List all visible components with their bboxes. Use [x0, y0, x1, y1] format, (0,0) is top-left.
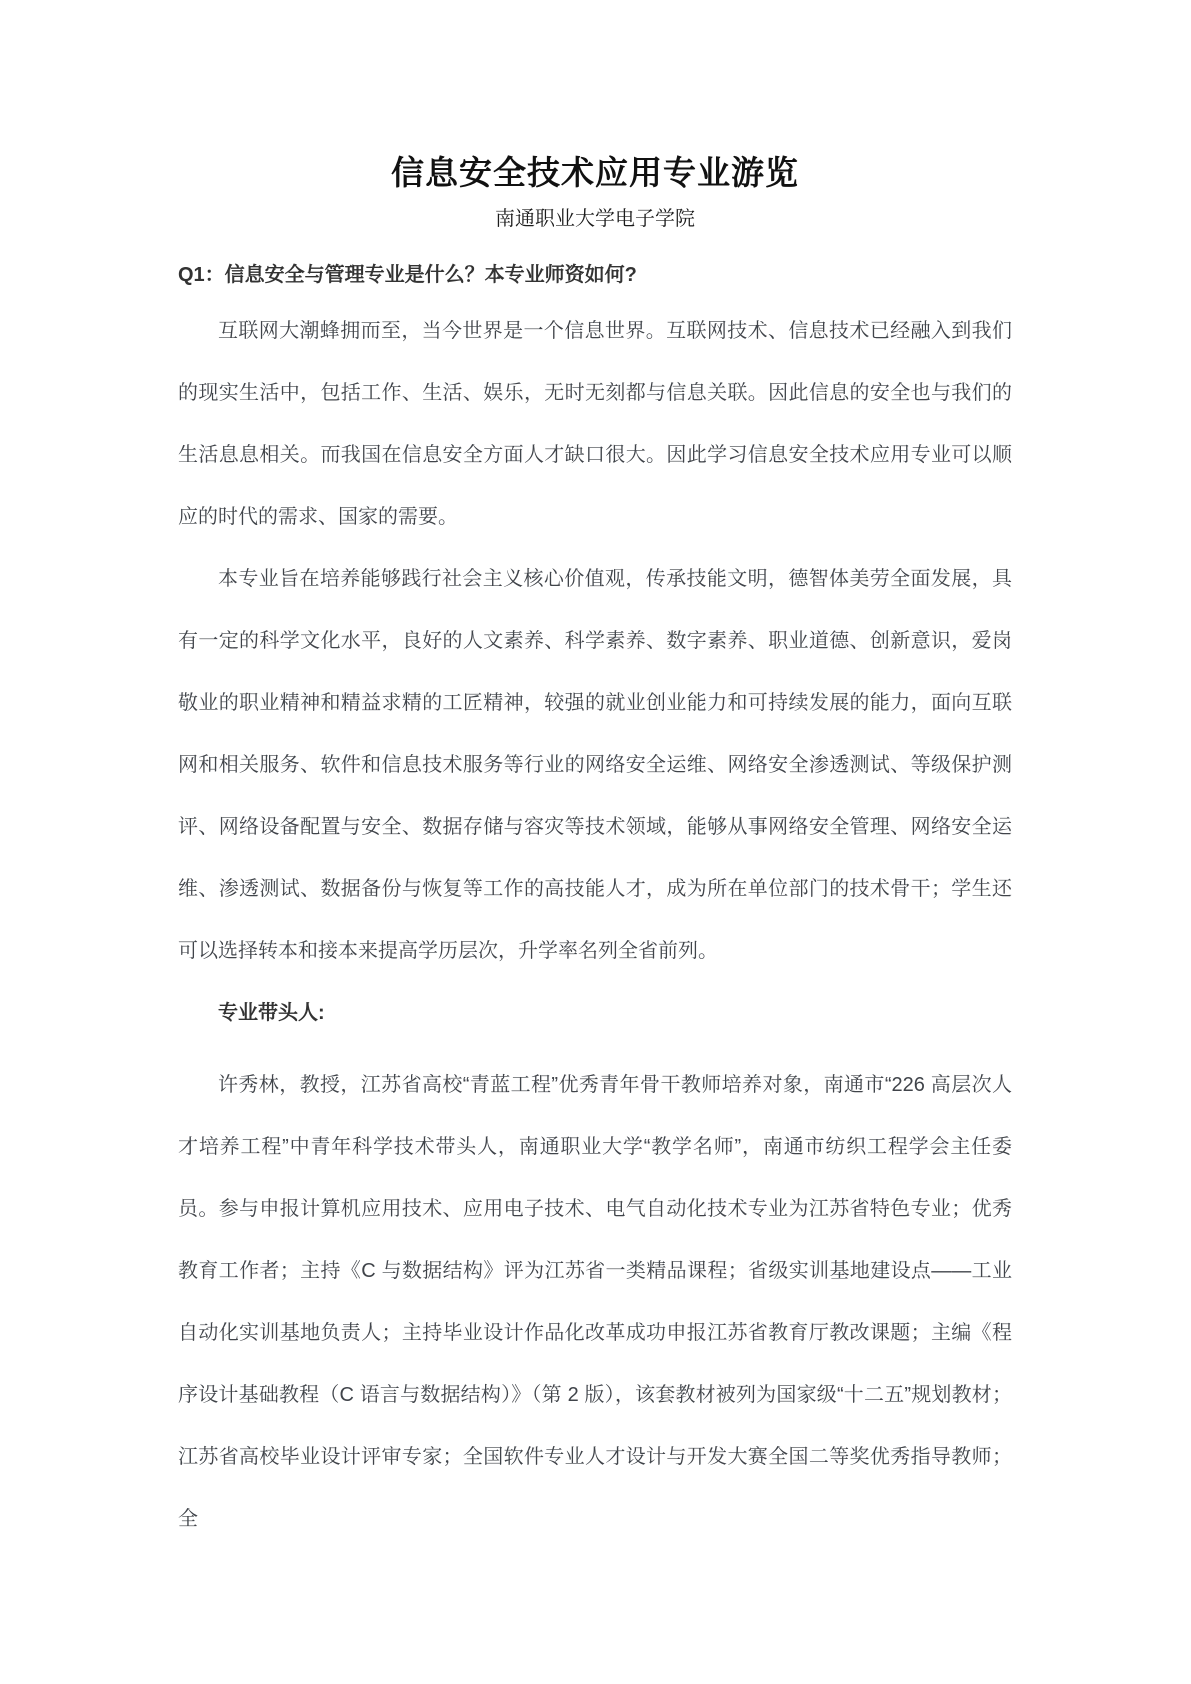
question-heading-q1: Q1：信息安全与管理专业是什么？本专业师资如何? [178, 264, 637, 286]
document-subtitle: 南通职业大学电子学院 [495, 208, 695, 230]
paragraph-intro: 互联网大潮蜂拥而至，当今世界是一个信息世界。互联网技术、信息技术已经融入到我们的现实生活中，包括工作、生活、娱乐，无时无刻都与信息关联。因此信息的安全也与我们的生活息息相关。而我国在信息安全方面人才缺口很大。因此学习信息安全技术应用专业可以顺应的时代的需求、国家的需要。 [178, 320, 1012, 528]
paragraph-leader-bio: 许秀林，教授，江苏省高校“青蓝工程”优秀青年骨干教师培养对象，南通市“226 高层次人才培养工程”中青年科学技术带头人，南通职业大学“教学名师”，南通市纺织工程学会主任委员。参与申报计算机应用技术、应用电子技术、电气自动化技术专业为江苏省特色专业；优秀教育工作者；主持《C 与数据结构》评为江苏省一类精品课程；省级实训基地建设点——工业自动化实训基地负责人；主持毕业设计作品化改革成功申报江苏省教育厅教改课题；主编《程序设计基础教程（C 语言与数据结构）》（第 2 版），该套教材被列为国家级“十二五”规划教材；江苏省高校毕业设计评审专家；全国软件专业人才设计与开发大赛全国二等奖优秀指导教师；全 [178, 1074, 1012, 1530]
leader-heading: 专业带头人: [218, 1002, 325, 1024]
page-title: 信息安全技术应用专业游览 [391, 156, 799, 192]
paragraph-training-goals: 本专业旨在培养能够践行社会主义核心价值观，传承技能文明，德智体美劳全面发展，具有一定的科学文化水平，良好的人文素养、科学素养、数字素养、职业道德、创新意识，爱岗敬业的职业精神和精益求精的工匠精神，较强的就业创业能力和可持续发展的能力，面向互联网和相关服务、软件和信息技术服务等行业的网络安全运维、网络安全渗透测试、等级保护测评、网络设备配置与安全、数据存储与容灾等技术领域，能够从事网络安全管理、网络安全运维、渗透测试、数据备份与恢复等工作的高技能人才，成为所在单位部门的技术骨干；学生还可以选择转本和接本来提高学历层次，升学率名列全省前列。 [178, 568, 1012, 962]
